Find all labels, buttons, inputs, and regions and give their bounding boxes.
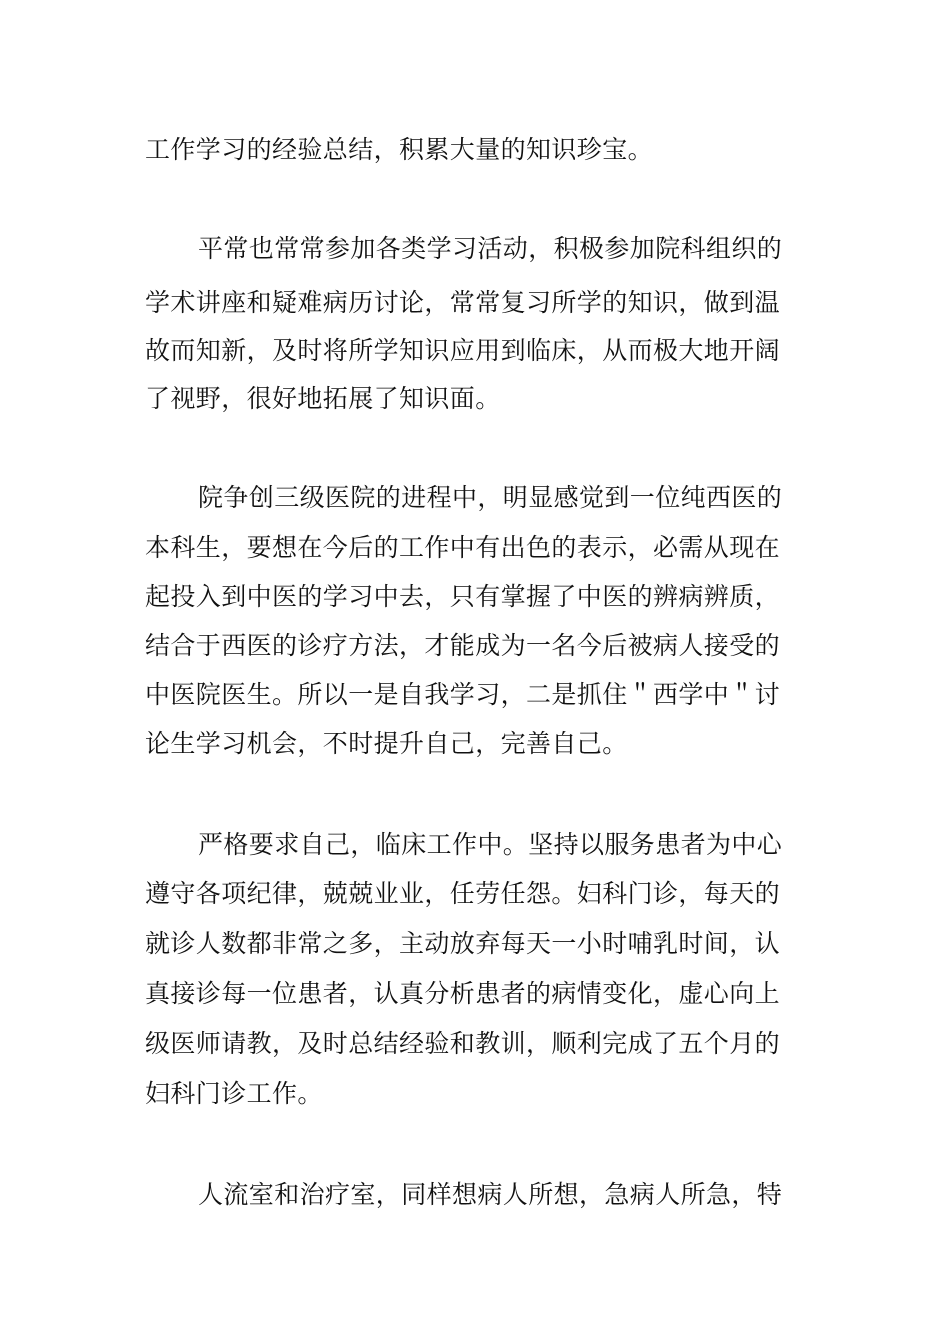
paragraph-4-line-4: 真接诊每一位患者，认真分析患者的病情变化，虚心向上 (145, 979, 781, 1008)
paragraph-3-line-4: 结合于西医的诊疗方法，才能成为一名今后被病人接受的 (145, 631, 781, 660)
paragraph-2-line-3: 故而知新，及时将所学知识应用到临床，从而极大地开阔 (145, 336, 781, 365)
paragraph-3-line-3: 起投入到中医的学习中去，只有掌握了中医的辨病辨质， (145, 582, 781, 611)
paragraph-2-line-1: 平常也常常参加各类学习活动，积极参加院科组织的 (198, 234, 783, 263)
paragraph-2-line-2: 学术讲座和疑难病历讨论，常常复习所学的知识，做到温 (145, 288, 781, 317)
paragraph-4-line-5: 级医师请教，及时总结经验和教训，顺利完成了五个月的 (145, 1029, 781, 1058)
paragraph-4-line-2: 遵守各项纪律，兢兢业业，任劳任怨。妇科门诊，每天的 (145, 879, 781, 908)
paragraph-3-line-2: 本科生，要想在今后的工作中有出色的表示，必需从现在 (145, 533, 781, 562)
paragraph-2-line-4: 了视野，很好地拓展了知识面。 (145, 384, 501, 413)
paragraph-4-line-6: 妇科门诊工作。 (145, 1079, 323, 1108)
paragraph-3-line-1: 院争创三级医院的进程中，明显感觉到一位纯西医的 (198, 483, 783, 512)
paragraph-3-line-5: 中医院医生。所以一是自我学习，二是抓住＂西学中＂讨 (145, 680, 781, 709)
paragraph-4-line-3: 就诊人数都非常之多，主动放弃每天一小时哺乳时间，认 (145, 929, 781, 958)
paragraph-5-line-1: 人流室和治疗室，同样想病人所想，急病人所急，特 (198, 1180, 783, 1209)
paragraph-4-line-1: 严格要求自己，临床工作中。坚持以服务患者为中心 (198, 830, 783, 859)
paragraph-3-line-6: 论生学习机会，不时提升自己，完善自己。 (145, 729, 628, 758)
paragraph-1-line-1: 工作学习的经验总结，积累大量的知识珍宝。 (145, 135, 654, 164)
